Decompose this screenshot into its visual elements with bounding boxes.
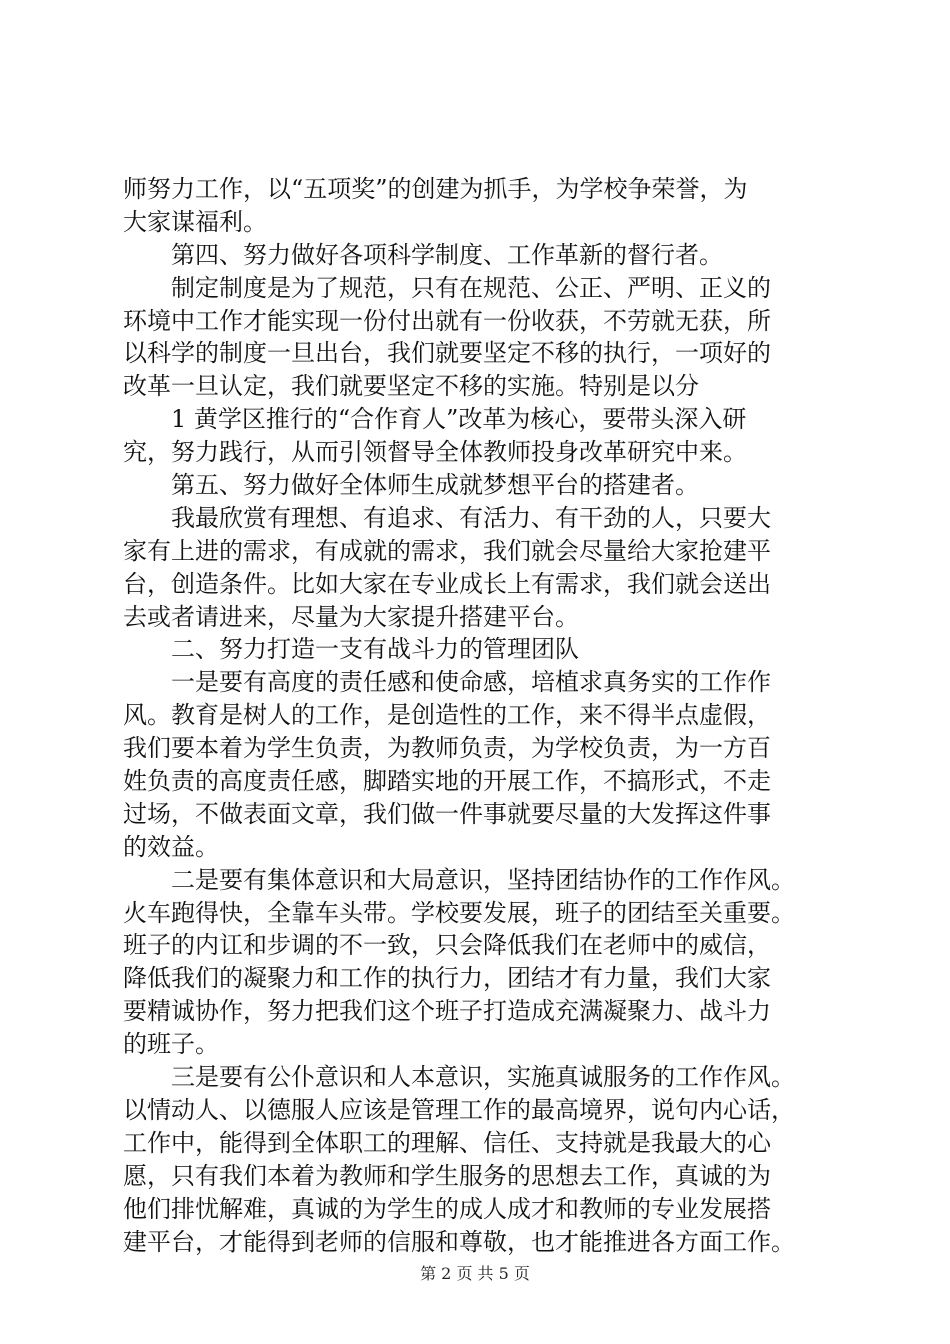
text-line: 我最欣赏有理想、有追求、有活力、有干劲的人，只要大 — [171, 503, 771, 532]
text-line: 第四、努力做好各项科学制度、工作革新的督行者。 — [171, 240, 723, 269]
text-line: 究，努力践行，从而引领督导全体教师投身改革研究中来。 — [123, 438, 747, 467]
text-line: 第五、努力做好全体师生成就梦想平台的搭建者。 — [171, 471, 699, 500]
text-line: 班子的内讧和步调的不一致，只会降低我们在老师中的威信， — [123, 931, 771, 960]
text-line: 建平台，才能得到老师的信服和尊敬，也才能推进各方面工作。 — [123, 1227, 795, 1256]
text-line: 1 黄学区推行的“合作育人”改革为核心，要带头深入研 — [171, 405, 747, 434]
text-line: 三是要有公仆意识和人本意识，实施真诚服务的工作作风。 — [171, 1063, 795, 1092]
page-footer: 第 2 页 共 5 页 — [420, 1264, 530, 1283]
text-line: 环境中工作才能实现一份付出就有一份收获，不劳就无获，所 — [123, 306, 771, 335]
text-line: 火车跑得快，全靠车头带。学校要发展，班子的团结至关重要。 — [123, 898, 795, 927]
text-line: 过场，不做表面文章，我们做一件事就要尽量的大发挥这件事 — [123, 799, 771, 828]
text-line: 的班子。 — [123, 1030, 219, 1059]
text-line: 二是要有集体意识和大局意识，坚持团结协作的工作作风。 — [171, 865, 795, 894]
text-line: 的效益。 — [123, 832, 219, 861]
text-line: 家有上进的需求，有成就的需求，我们就会尽量给大家抢建平 — [123, 536, 771, 565]
text-line: 台，创造条件。比如大家在专业成长上有需求，我们就会送出 — [123, 569, 771, 598]
text-line: 我们要本着为学生负责，为教师负责，为学校负责，为一方百 — [123, 734, 771, 763]
text-line: 以科学的制度一旦出台，我们就要坚定不移的执行，一项好的 — [123, 339, 771, 368]
document-body — [123, 173, 835, 1258]
text-line: 制定制度是为了规范，只有在规范、公正、严明、正义的 — [171, 273, 771, 302]
text-line: 风。教育是树人的工作，是创造性的工作，来不得半点虚假， — [123, 701, 771, 730]
text-line: 大家谋福利。 — [123, 207, 267, 236]
text-line: 去或者请进来，尽量为大家提升搭建平台。 — [123, 602, 579, 631]
text-line: 工作中，能得到全体职工的理解、信任、支持就是我最大的心 — [123, 1128, 771, 1157]
text-line: 师努力工作，以“五项奖”的创建为抓手，为学校争荣誉，为 — [123, 175, 748, 203]
text-line: 他们排忧解难，真诚的为学生的成人成才和教师的专业发展搭 — [123, 1194, 771, 1223]
text-line: 二、努力打造一支有战斗力的管理团队 — [171, 635, 579, 664]
text-line: 一是要有高度的责任感和使命感，培植求真务实的工作作 — [171, 668, 771, 697]
text-line: 愿，只有我们本着为教师和学生服务的思想去工作，真诚的为 — [123, 1161, 771, 1190]
text-line: 降低我们的凝聚力和工作的执行力，团结才有力量，我们大家 — [123, 964, 771, 993]
text-line: 姓负责的高度责任感，脚踏实地的开展工作，不搞形式，不走 — [123, 767, 771, 796]
text-line: 以情动人、以德服人应该是管理工作的最高境界，说句内心话， — [123, 1095, 795, 1124]
text-line: 要精诚协作，努力把我们这个班子打造成充满凝聚力、战斗力 — [123, 997, 771, 1026]
text-line: 改革一旦认定，我们就要坚定不移的实施。特别是以分 — [123, 372, 699, 401]
